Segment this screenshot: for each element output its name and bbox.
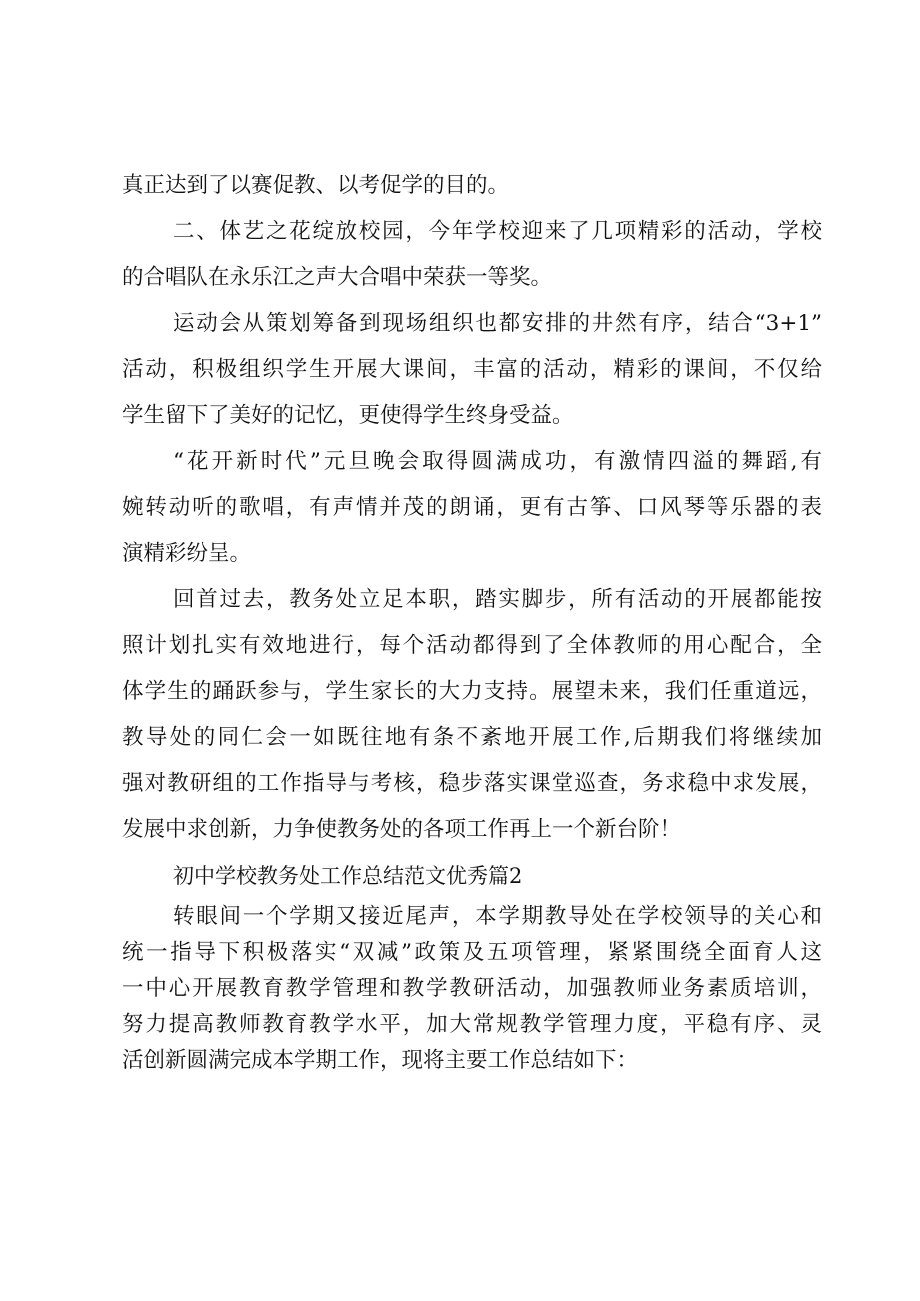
text-line: 二、体艺之花绽放校园，今年学校迎来了几项精彩的活动，学校 — [173, 219, 822, 244]
paragraph-2 — [122, 209, 822, 301]
paragraph-6 — [122, 899, 822, 1079]
text-line: 发展中求创新，力争使教务处的各项工作再上一个新台阶！ — [122, 817, 682, 842]
text-line: 强对教研组的工作指导与考核，稳步落实课堂巡查，务求稳中求发展， — [122, 771, 822, 796]
text-line: 回首过去，教务处立足本职，踏实脚步，所有活动的开展都能按 — [173, 587, 822, 612]
section-heading: 初中学校教务处工作总结范文优秀篇2 — [173, 864, 523, 888]
text-line: 的合唱队在永乐江之声大合唱中荣获一等奖。 — [122, 265, 553, 290]
text-line: 统一指导下积极落实“双减”政策及五项管理，紧紧围绕全面育人这 — [122, 940, 822, 965]
text-line: 婉转动听的歌唱，有声情并茂的朗诵，更有古筝、口风琴等乐器的表 — [122, 495, 822, 520]
text-line: 学生留下了美好的记忆，更使得学生终身受益。 — [122, 403, 574, 428]
text-line: 运动会从策划筹备到现场组织也都安排的井然有序，结合“3+1” — [173, 311, 822, 336]
paragraph-4 — [122, 439, 822, 577]
paragraph-1 — [122, 163, 822, 209]
paragraph-3 — [122, 301, 822, 439]
paragraph-5 — [122, 577, 822, 853]
text-line: 转眼间一个学期又接近尾声，本学期教导处在学校领导的关心和 — [173, 904, 822, 929]
text-line: “花开新时代”元旦晚会取得圆满成功，有激情四溢的舞蹈,有 — [173, 449, 822, 474]
text-line: 活创新圆满完成本学期工作，现将主要工作总结如下： — [122, 1048, 639, 1073]
text-line: 努力提高教师教育教学水平，加大常规教学管理力度，平稳有序、灵 — [122, 1012, 822, 1037]
text-line: 体学生的踊跃参与，学生家长的大力支持。展望未来，我们任重道远， — [122, 679, 822, 704]
text-line: 一中心开展教育教学管理和教学教研活动，加强教师业务素质培训， — [122, 976, 822, 1001]
text-line: 照计划扎实有效地进行，每个活动都得到了全体教师的用心配合，全 — [122, 633, 822, 658]
text-line: 活动，积极组织学生开展大课间，丰富的活动，精彩的课间，不仅给 — [122, 357, 822, 382]
text-line: 真正达到了以赛促教、以考促学的目的。 — [122, 173, 510, 198]
text-line: 演精彩纷呈。 — [122, 541, 252, 566]
text-line: 教导处的同仁会一如既往地有条不紊地开展工作,后期我们将继续加 — [122, 725, 822, 750]
document-body — [122, 163, 822, 1079]
